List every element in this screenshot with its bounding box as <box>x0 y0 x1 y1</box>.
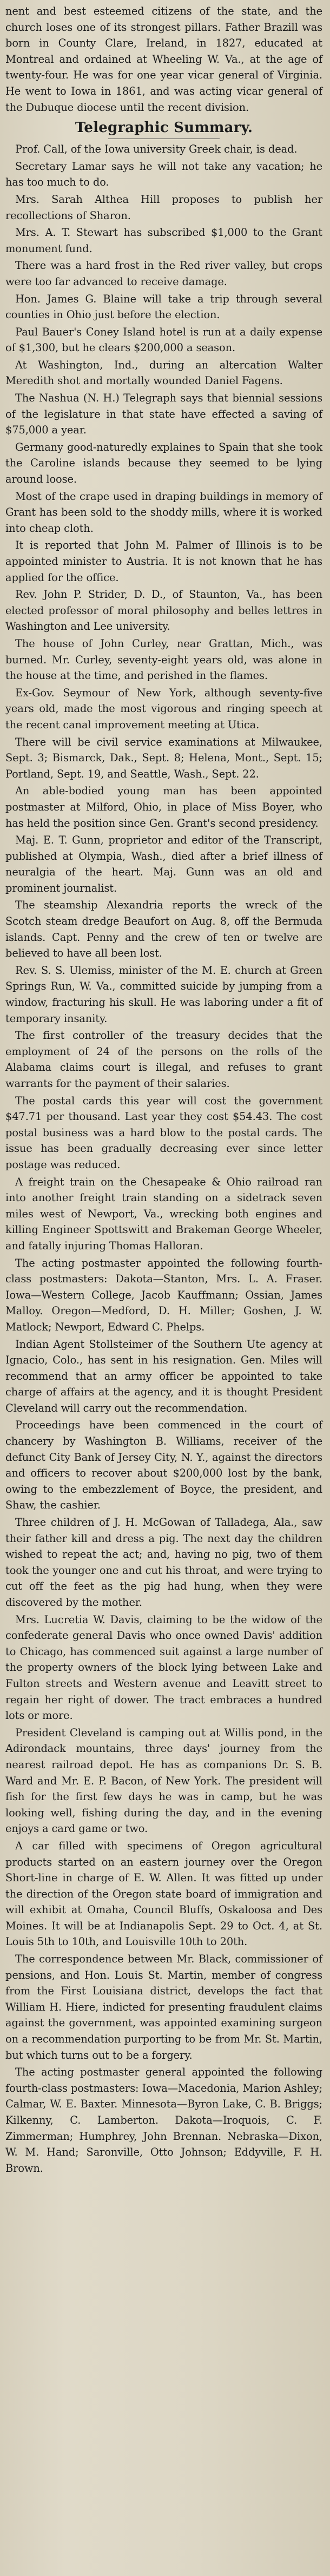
summary-item: The acting postmaster general appointed the following fourth-class postmasters: Iowa—Macedonia, Marion Ashley; Calmar, W. E. Baxter. Minnesota—Byron Lake, C. B. Briggs; Kilkenny, C. Lamberton. Dakota—Iroquois, C. F. Zimmerman; Humphrey, John Brennan. Nebraska—Dixon, W. M. Hand; Saronville, Otto Johnson; Eddyville, F. H. Brown. <box>5 2066 322 2175</box>
summary-item: Most of the crape used in draping buildings in memory of Grant has been sold to the shoddy mills, where it is worked into cheap cloth. <box>5 490 322 535</box>
summary-item: Germany good-naturedly explaines to Spain that she took the Caroline islands because they seemed to be lying around loose. <box>5 440 322 486</box>
intro-fragment <box>5 3 322 115</box>
summary-item: Rev. John P. Strider, D. D., of Staunton, Va., has been elected professor of moral philosophy and belles lettres in Washington and Lee university. <box>5 588 322 633</box>
summary-item: Prof. Call, of the Iowa university Greek chair, is dead. <box>15 143 298 156</box>
summary-item: Mrs. A. T. Stewart has subscribed $1,000 to the Grant monument fund. <box>5 226 322 255</box>
summary-item: Ex-Gov. Seymour of New York, although seventy-five years old, made the most vigorous and ringing speech at the recent canal improvement meeting at Utica. <box>5 686 322 731</box>
summary-item: An able-bodied young man has been appointed postmaster at Milford, Ohio, in place of Miss Boyer, who has held the position since Gen. Grant's second presidency. <box>5 785 322 829</box>
summary-item: Indian Agent Stollsteimer of the Southern Ute agency at Ignacio, Colo., has sent in his resignation. Gen. Miles will recommend that an army officer be appointed to take charge of affairs at the agency, and it is thought President Cleveland will carry out the recommendation. <box>5 1338 322 1414</box>
summary-item: Hon. James G. Blaine will take a trip through several counties in Ohio just before the election. <box>5 292 322 321</box>
summary-item: Mrs. Sarah Althea Hill proposes to publish her recollections of Sharon. <box>5 193 322 222</box>
summary-item: Mrs. Lucretia W. Davis, claiming to be the widow of the confederate general Davis who once owned Davis' addition to Chicago, has commenced suit against a large number of the property owners of the block lying between Lake and Fulton streets and Western avenue and Leavitt street to regain her right of dower. The tract embraces a hundred lots or more. <box>5 1613 322 1722</box>
summary-item: Three children of J. H. McGowan of Talladega, Ala., saw their father kill and dress a pig. The next day the children wished to repeat the act; and, having no pig, two of them took the younger one and cut his throat, and were trying to cut off the feet as the pig had hung, when they were discovered by the mother. <box>5 1516 322 1609</box>
summary-item: Proceedings have been commenced in the court of chancery by Washington B. Williams, receiver of the defunct City Bank of Jersey City, N. Y., against the directors and officers to recover about $200,000 lost by the bank, owing to the embezzlement of Boyce, the president, and Shaw, the cashier. <box>5 1419 322 1512</box>
summary-item: The acting postmaster appointed the following fourth-class postmasters: Dakota—Stanton, Mrs. L. A. Fraser. Iowa—Western College, Jacob Kauffmann; Ossian, James Malloy. Oregon—Medford, D. H. Miller; Goshen, J. W. Matlock; Newport, Edward C. Phelps. <box>5 1256 322 1333</box>
summary-item: The steamship Alexandria reports the wreck of the Scotch steam dredge Beaufort on Aug. 8, off the Bermuda islands. Capt. Penny and the crew of ten or twelve are believed to have all been lost. <box>5 899 322 960</box>
summary-item: There will be civil service examinations at Milwaukee, Sept. 3; Bismarck, Dak., Sept. 8; Helena, Mont., Sept. 15; Portland, Sept. 19, and Seattle, Wash., Sept. 22. <box>5 735 322 780</box>
summary-item: Secretary Lamar says he will not take any vacation; he has too much to do. <box>5 160 322 189</box>
summary-item: It is reported that John M. Palmer of Illinois is to be appointed minister to Austria. It is not known that he has applied for the office. <box>5 539 322 584</box>
summary-item: A freight train on the Chesapeake & Ohio railroad ran into another freight train standing on a sidetrack seven miles west of Newport, Va., wrecking both engines and killing Engineer Spottswitt and Brakeman George Wheeler, and fatally injuring Thomas Halloran. <box>5 1175 322 1252</box>
summary-item: At Washington, Ind., during an altercation Walter Meredith shot and mortally wounded Daniel Fagens. <box>5 358 322 387</box>
summary-item: The Nashua (N. H.) Telegraph says that biennial sessions of the legislature in that state have effected a saving of $75,000 a year. <box>5 392 322 437</box>
summary-item: The postal cards this year will cost the government $47.71 per thousand. Last year they cost $54.43. The cost postal business was a hard blow to the postal cards. The issue has been gradually decreasing ever since letter postage was reduced. <box>5 1094 322 1171</box>
summary-item: Paul Bauer's Coney Island hotel is run at a daily expense of $1,300, but he clears $200,000 a season. <box>5 325 322 354</box>
summary-item: The correspondence between Mr. Black, commissioner of pensions, and Hon. Louis St. Martin, member of congress from the First Louisiana district, develops the fact that William H. Hiere, indicted for presenting fraudulent claims against the government, was appointed examining surgeon on a recommendation purporting to be from Mr. St. Martin, but which turns out to be a forgery. <box>5 1953 322 2061</box>
intro-paragraph: nent and best esteemed citizens of the state, and the church loses one of its strongest pillars. Father Brazill was born in County Clare, Ireland, in 1827, educated at Montreal and ordained at Wheeling W. Va., at the age of twenty-four. He was for one year vicar general of Virginia. He went to Iowa in 1861, and was acting vicar general of the Dubuque diocese until the recent division. <box>5 5 322 114</box>
summary-list <box>5 141 322 2176</box>
summary-item: Rev. S. S. Ulemiss, minister of the M. E. church at Green Springs Run, W. Va., committed suicide by jumping from a window, fracturing his skull. He was laboring under a fit of temporary insanity. <box>5 964 322 1025</box>
summary-item: Maj. E. T. Gunn, proprietor and editor of the Transcript, published at Olympia, Wash., died after a brief illness of neuralgia of the heart. Maj. Gunn was an old and prominent journalist. <box>5 834 322 894</box>
summary-item: A car filled with specimens of Oregon agricultural products started on an eastern journey over the Oregon Short-line in charge of E. W. Allen. It was fitted up under the direction of the Oregon state board of immigration and will exhibit at Omaha, Council Bluffs, Oskaloosa and Des Moines. It will be at Indianapolis Sept. 29 to Oct. 4, at St. Louis 5th to 10th, and Louisville 10th to 20th. <box>5 1839 322 1948</box>
summary-item: The house of John Curley, near Grattan, Mich., was burned. Mr. Curley, seventy-eight years old, was alone in the house at the time, and perished in the flames. <box>5 637 322 682</box>
summary-item: There was a hard frost in the Red river valley, but crops were too far advanced to receive damage. <box>5 259 322 288</box>
summary-item: The first controller of the treasury decides that the employment of 24 of the persons on the rolls of the Alabama claims court is illegal, and refuses to grant warrants for the payment of their salaries. <box>5 1029 322 1090</box>
summary-item: President Cleveland is camping out at Willis pond, in the Adirondack mountains, three days' journey from the nearest railroad depot. He has as companions Dr. S. B. Ward and Mr. E. P. Bacon, of New York. The president will fish for the first few days he was in camp, but he was looking well, fishing during the day, and in the evening enjoys a card game or two. <box>5 1726 322 1835</box>
section-headline: Telegraphic Summary. <box>75 120 253 136</box>
